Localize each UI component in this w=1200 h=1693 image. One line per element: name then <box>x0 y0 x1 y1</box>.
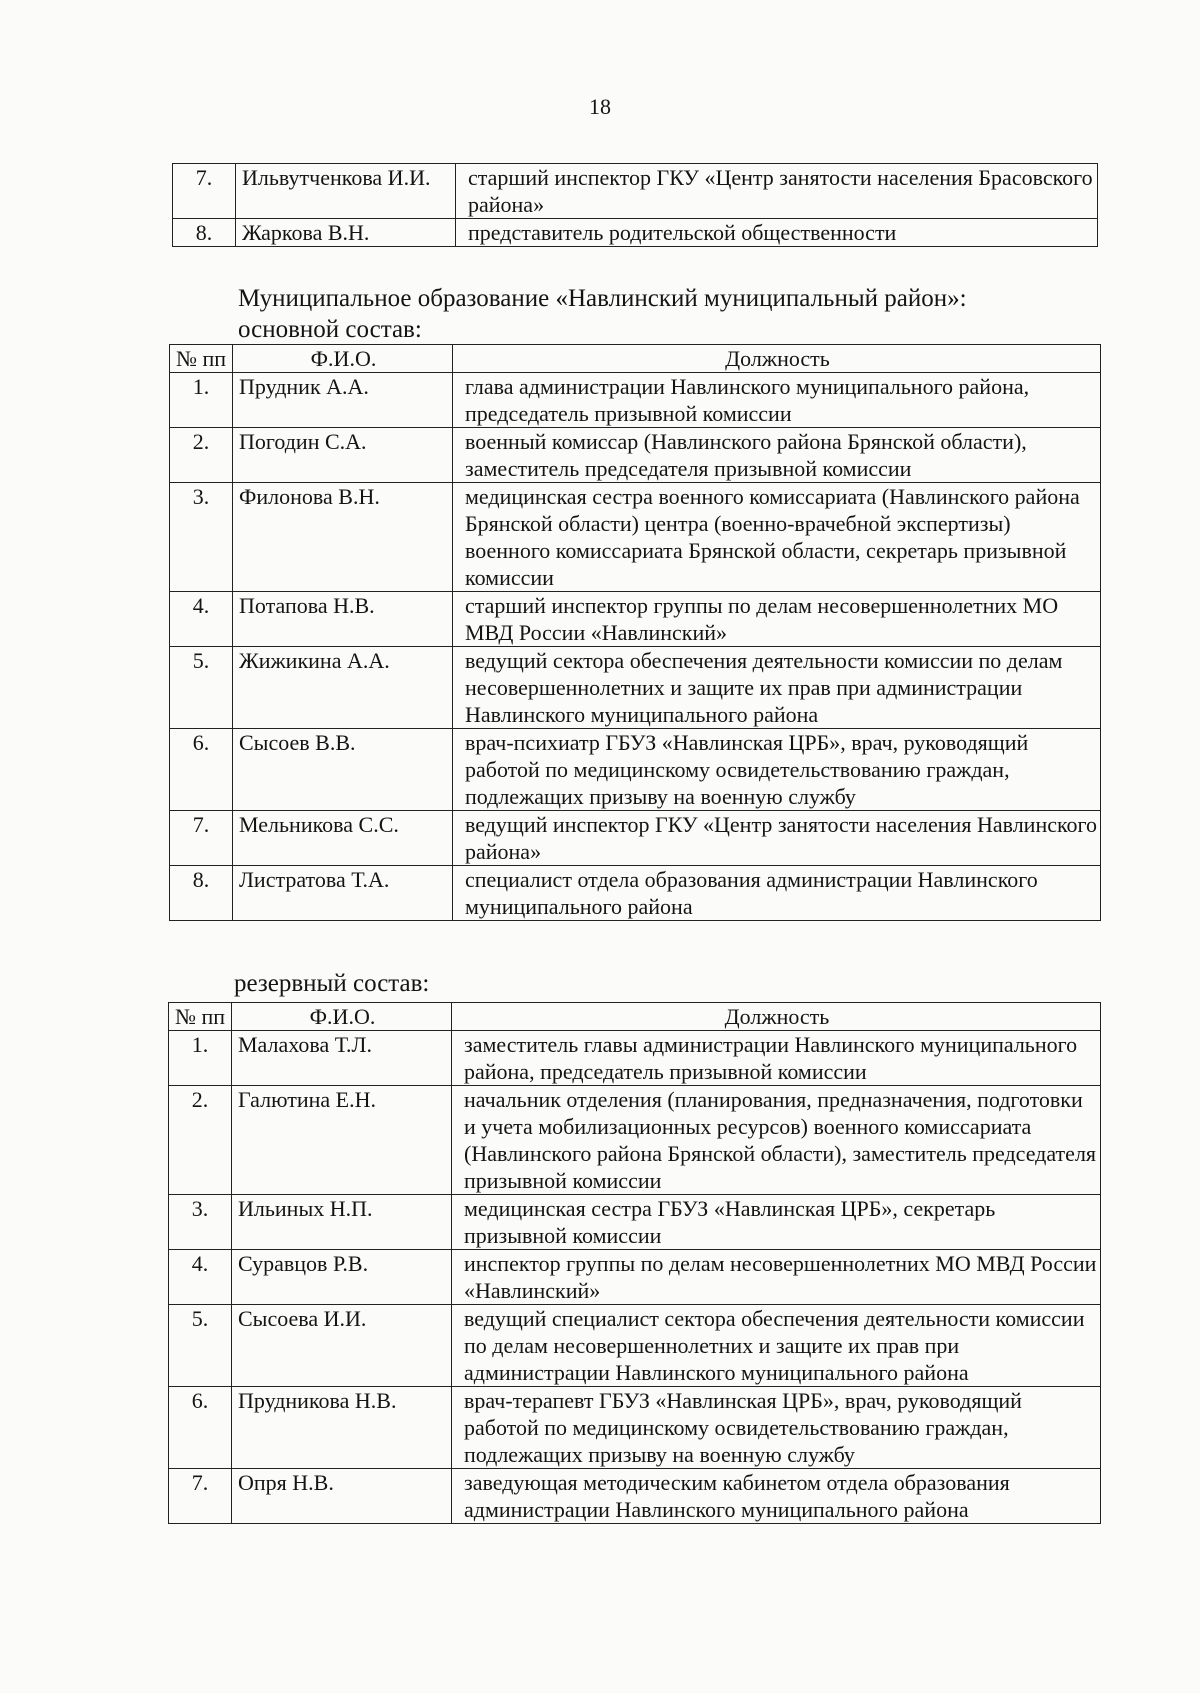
heading-main-composition: основной состав: <box>238 316 422 343</box>
row-position: специалист отдела образования администрации Навлинского муниципального района <box>453 866 1101 921</box>
page-number: 18 <box>589 94 611 119</box>
row-number: 6. <box>170 729 233 811</box>
table-row <box>169 1305 1101 1387</box>
row-position: старший инспектор группы по делам несовершеннолетних МО МВД России «Навлинский» <box>453 592 1101 647</box>
row-position: врач-терапевт ГБУЗ «Навлинская ЦРБ», врач, руководящий работой по медицинскому освидетельствованию граждан, подлежащих призыву на военную службу <box>452 1387 1101 1469</box>
row-name: Опря Н.В. <box>232 1469 452 1524</box>
row-position: заместитель главы администрации Навлинского муниципального района, председатель призывной комиссии <box>452 1031 1101 1086</box>
row-name: Мельникова С.С. <box>233 811 453 866</box>
main-composition-table <box>169 344 1101 921</box>
row-name: Сысоев В.В. <box>233 729 453 811</box>
row-position: представитель родительской общественности <box>456 219 1098 247</box>
row-name: Малахова Т.Л. <box>232 1031 452 1086</box>
row-number: 7. <box>169 1469 232 1524</box>
table-row <box>170 811 1101 866</box>
row-number: 5. <box>170 647 233 729</box>
row-position: медицинская сестра военного комиссариата (Навлинского района Брянской области) центра (военно-врачебной экспертизы) военного комиссариата Брянской области, секретарь призывной комиссии <box>453 483 1101 592</box>
row-name: Галютина Е.Н. <box>232 1086 452 1195</box>
row-name: Прудникова Н.В. <box>232 1387 452 1469</box>
table-row <box>170 373 1101 428</box>
row-name: Ильвутченкова И.И. <box>236 164 456 219</box>
row-name: Листратова Т.А. <box>233 866 453 921</box>
header-position: Должность <box>453 345 1101 373</box>
row-position: инспектор группы по делам несовершеннолетних МО МВД России «Навлинский» <box>452 1250 1101 1305</box>
table-row <box>169 1250 1101 1305</box>
row-number: 2. <box>170 428 233 483</box>
header-num: № пп <box>170 345 233 373</box>
row-name: Ильиных Н.П. <box>232 1195 452 1250</box>
row-position: начальник отделения (планирования, предназначения, подготовки и учета мобилизационных ресурсов) военного комиссариата (Навлинского района Брянской области), заместитель председателя призывной комиссии <box>452 1086 1101 1195</box>
row-number: 4. <box>170 592 233 647</box>
reserve-composition-table <box>168 1002 1101 1524</box>
table-row <box>170 729 1101 811</box>
header-position: Должность <box>452 1003 1101 1031</box>
row-position: ведущий инспектор ГКУ «Центр занятости населения Навлинского района» <box>453 811 1101 866</box>
row-number: 6. <box>169 1387 232 1469</box>
section-heading-reserve: резервный состав: <box>234 970 430 997</box>
row-number: 8. <box>170 866 233 921</box>
row-name: Погодин С.А. <box>233 428 453 483</box>
table-row <box>170 428 1101 483</box>
table-row <box>169 1469 1101 1524</box>
row-name: Жижикина А.А. <box>233 647 453 729</box>
section-heading-main <box>238 283 967 345</box>
row-number: 1. <box>170 373 233 428</box>
row-name: Суравцов Р.В. <box>232 1250 452 1305</box>
header-num: № пп <box>169 1003 232 1031</box>
table-header-row <box>169 1003 1101 1031</box>
row-position: медицинская сестра ГБУЗ «Навлинская ЦРБ», секретарь призывной комиссии <box>452 1195 1101 1250</box>
table-row <box>170 866 1101 921</box>
row-name: Сысоева И.И. <box>232 1305 452 1387</box>
table-row <box>169 1387 1101 1469</box>
row-position: старший инспектор ГКУ «Центр занятости населения Брасовского района» <box>456 164 1098 219</box>
row-number: 2. <box>169 1086 232 1195</box>
row-number: 5. <box>169 1305 232 1387</box>
table-row <box>173 219 1098 247</box>
row-name: Прудник А.А. <box>233 373 453 428</box>
heading-municipality: Муниципальное образование «Навлинский муниципальный район»: <box>238 285 967 312</box>
row-position: ведущий специалист сектора обеспечения деятельности комиссии по делам несовершеннолетних и защите их прав при администрации Навлинского муниципального района <box>452 1305 1101 1387</box>
row-name: Филонова В.Н. <box>233 483 453 592</box>
row-number: 1. <box>169 1031 232 1086</box>
table-row <box>170 483 1101 592</box>
row-number: 3. <box>170 483 233 592</box>
continuation-table <box>172 163 1098 247</box>
table-row <box>169 1031 1101 1086</box>
row-name: Жаркова В.Н. <box>236 219 456 247</box>
row-number: 3. <box>169 1195 232 1250</box>
row-position: глава администрации Навлинского муниципального района, председатель призывной комиссии <box>453 373 1101 428</box>
table-row <box>169 1086 1101 1195</box>
row-number: 4. <box>169 1250 232 1305</box>
row-position: врач-психиатр ГБУЗ «Навлинская ЦРБ», врач, руководящий работой по медицинскому освидетельствованию граждан, подлежащих призыву на военную службу <box>453 729 1101 811</box>
row-name: Потапова Н.В. <box>233 592 453 647</box>
row-number: 7. <box>173 164 236 219</box>
table-row <box>173 164 1098 219</box>
table-header-row <box>170 345 1101 373</box>
header-name: Ф.И.О. <box>233 345 453 373</box>
table-row <box>169 1195 1101 1250</box>
row-position: заведующая методическим кабинетом отдела образования администрации Навлинского муниципального района <box>452 1469 1101 1524</box>
row-number: 7. <box>170 811 233 866</box>
row-number: 8. <box>173 219 236 247</box>
table-row <box>170 592 1101 647</box>
row-position: военный комиссар (Навлинского района Брянской области), заместитель председателя призывной комиссии <box>453 428 1101 483</box>
table-row <box>170 647 1101 729</box>
header-name: Ф.И.О. <box>232 1003 452 1031</box>
row-position: ведущий сектора обеспечения деятельности комиссии по делам несовершеннолетних и защите их прав при администрации Навлинского муниципального района <box>453 647 1101 729</box>
